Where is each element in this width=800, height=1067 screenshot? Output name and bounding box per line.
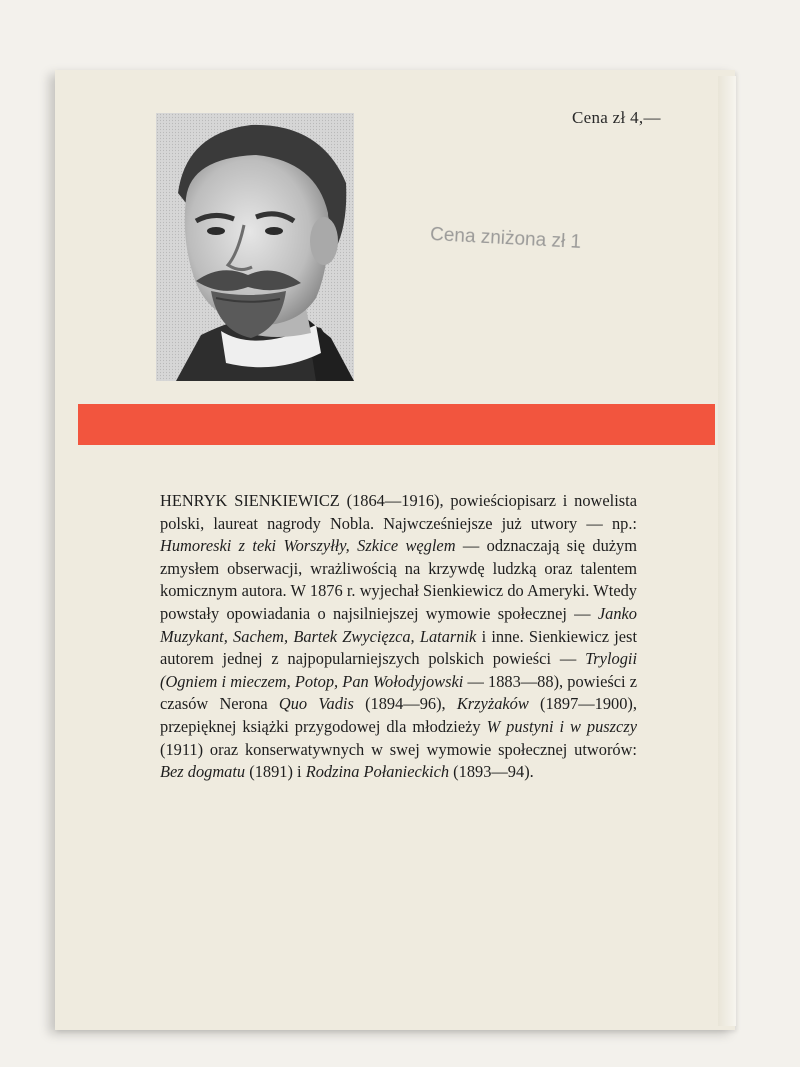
bio-text-8: (1894—96), <box>353 694 457 714</box>
bio-title-13: Bez dogmatu <box>160 762 246 782</box>
bio-text-6: — 1883—88), powieści z czasów Nerona <box>160 671 637 714</box>
bio-text-4: i inne. Sienkiewicz jest autorem jednej z najpopularniejszych polskich powieści — <box>160 626 637 669</box>
bio-text-14: (1891) i <box>245 762 306 782</box>
author-portrait <box>156 113 354 381</box>
biography-paragraph <box>160 490 637 784</box>
bio-title-5: Trylogii (Ogniem i mieczem, Potop, Pan Wołodyjowski <box>160 649 637 691</box>
bio-title-3: Janko Muzykant, Sachem, Bartek Zwycięzca, Latarnik <box>160 603 637 646</box>
bio-text-10: (1897—1900), przepięknej książki przygodowej dla młodzieży <box>160 694 637 736</box>
bio-title-1: Humoreski z teki Worszyłły, Szkice węglem <box>160 536 456 556</box>
bio-title-15: Rodzina Połanieckich <box>305 762 450 782</box>
bio-title-9: Krzyżaków <box>456 694 529 714</box>
book-page-edge <box>718 76 736 1026</box>
bio-title-11: W pustyni i w puszczy <box>486 716 637 736</box>
bio-text-0: HENRYK SIENKIEWICZ (1864—1916), powieściopisarz i nowelista polski, laureat nagrody Nobla. Najwcześniejsze już utwory — np.: <box>160 491 637 533</box>
price-label: Cena zł 4,— <box>572 108 661 127</box>
decorative-red-band <box>78 404 715 445</box>
bio-text-16: (1893—94). <box>449 762 534 782</box>
bio-text-12: (1911) oraz konserwatywnych w swej wymowie społecznej utworów: <box>160 739 637 759</box>
bio-title-7: Quo Vadis <box>278 694 354 714</box>
author-biography <box>160 490 637 784</box>
reduced-price-stamp: Cena zniżona zł 1 <box>429 224 582 253</box>
bio-text-2: — odznaczają się dużym zmysłem obserwacji, wrażliwością na krzywdę ludzką oraz talentem komicznym autora. W 1876 r. wyjechał Sienkiewicz do Ameryki. Wtedy powstały opowiadania o najsilniejszej wymowie społecznej — <box>160 536 637 623</box>
